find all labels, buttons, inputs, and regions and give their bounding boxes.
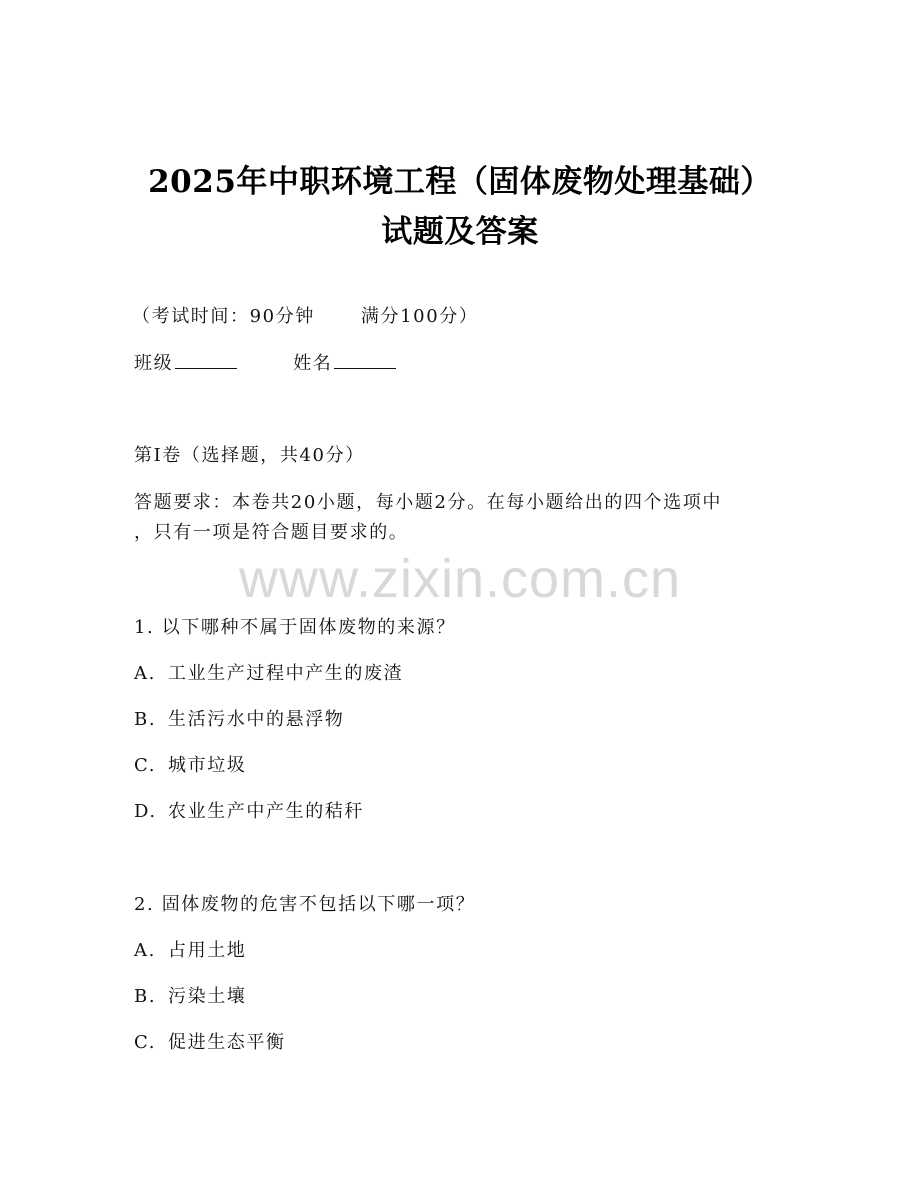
exam-info [132, 302, 478, 328]
section-title: 第I卷（选择题，共40分） [134, 445, 365, 466]
option-text: 生活污水中的悬浮物 [168, 709, 345, 730]
question-2-option-b [134, 982, 246, 1008]
question-2-option-c [134, 1028, 286, 1054]
student-info [134, 349, 396, 375]
option-letter: A. [134, 940, 156, 961]
question-1-stem: 1. 以下哪种不属于固体废物的来源？ [134, 617, 456, 638]
question-2-option-a [134, 936, 246, 962]
option-text: 城市垃圾 [168, 755, 247, 776]
document-title-line-2: 试题及答案 [381, 214, 539, 250]
question-1-option-c [134, 751, 246, 777]
exam-time: （考试时间：90分钟 [132, 306, 315, 327]
document-title-line-1: 2025年中职环境工程（固体废物处理基础） [148, 164, 772, 200]
class-blank [175, 352, 237, 369]
option-text: 促进生态平衡 [168, 1032, 286, 1053]
option-text: 占用土地 [168, 940, 247, 961]
question-1-option-d [134, 797, 364, 823]
option-letter: C. [134, 755, 157, 776]
option-letter: D. [134, 801, 157, 822]
watermark: www.zixin.com.cn [238, 549, 682, 609]
option-text: 农业生产中产生的秸秆 [168, 801, 364, 822]
question-2-stem: 2. 固体废物的危害不包括以下哪一项？ [134, 894, 476, 915]
option-text: 污染土壤 [168, 986, 247, 1007]
name-label: 姓名 [293, 353, 333, 374]
option-text: 工业生产过程中产生的废渣 [168, 663, 404, 684]
question-1-option-a [134, 659, 403, 685]
question-1-option-b [134, 705, 344, 731]
option-letter: B. [134, 986, 157, 1007]
option-letter: A. [134, 663, 156, 684]
option-letter: C. [134, 1032, 157, 1053]
option-letter: B. [134, 709, 157, 730]
class-label: 班级 [134, 353, 174, 374]
name-blank [334, 352, 396, 369]
full-score: 满分100分） [360, 306, 479, 327]
instructions-line-1: 答题要求：本卷共20小题，每小题2分。在每小题给出的四个选项中 [134, 492, 722, 513]
instructions-line-2: ，只有一项是符合题目要求的。 [134, 522, 409, 543]
